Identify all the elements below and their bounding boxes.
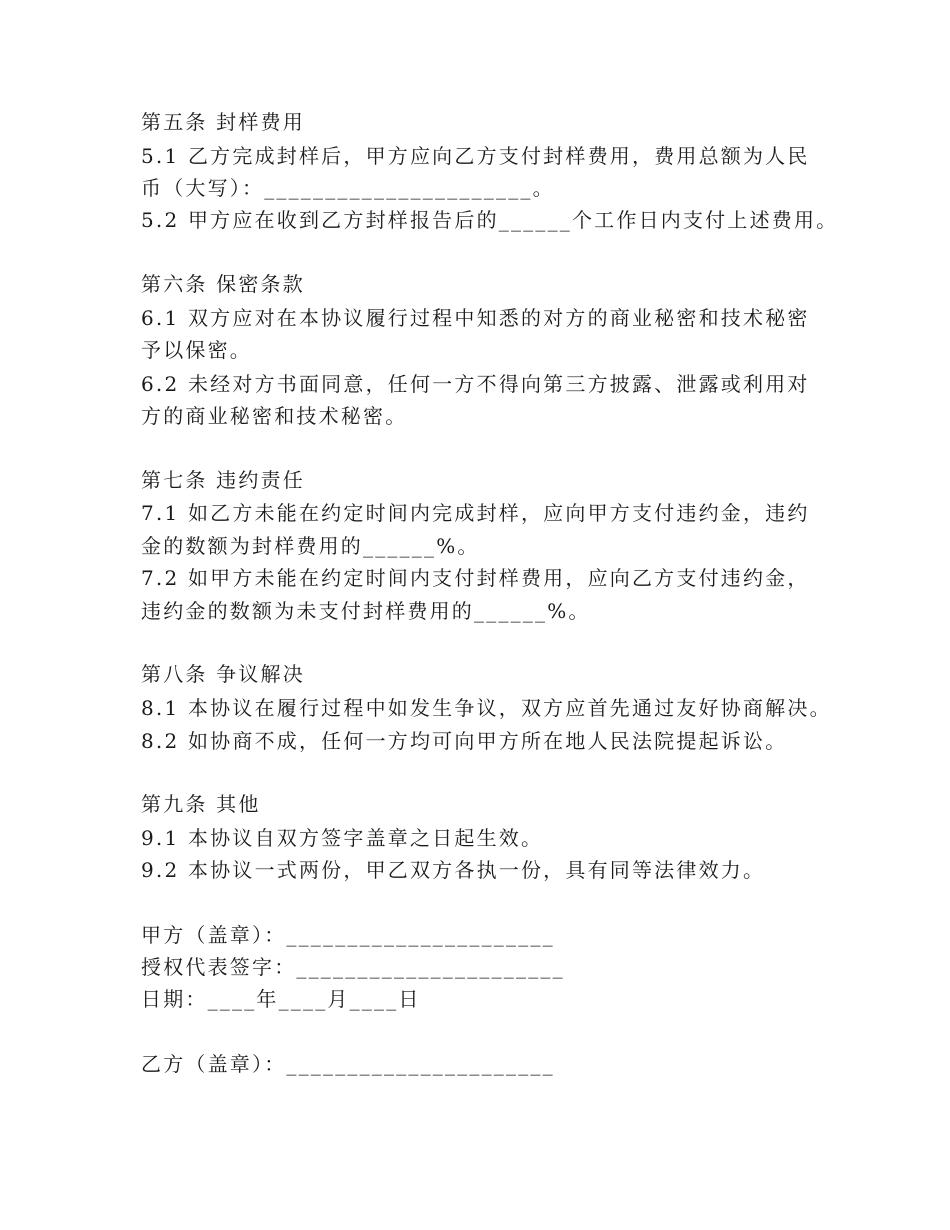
article-8-heading: 第八条 争议解决	[141, 662, 305, 686]
clause-9-1: 9.1 本协议自双方签字盖章之日起生效。	[141, 826, 544, 850]
authorized-signature-line: 授权代表签字：______________________	[141, 955, 565, 979]
clause-7-1-line-2: 金的数额为封样费用的______%。	[141, 534, 480, 558]
article-6-heading: 第六条 保密条款	[141, 272, 305, 296]
article-7-heading: 第七条 违约责任	[141, 468, 305, 492]
clause-7-2-line-2: 违约金的数额为未支付封样费用的______%。	[141, 599, 591, 623]
clause-7-1-line-1: 7.1 如乙方未能在约定时间内完成封样，应向甲方支付违约金，违约	[141, 501, 810, 525]
date-line: 日期：____年____月____日	[141, 987, 421, 1011]
clause-5-1-line-1: 5.1 乙方完成封样后，甲方应向乙方支付封样费用，费用总额为人民	[141, 144, 810, 168]
clause-6-2-line-2: 方的商业秘密和技术秘密。	[141, 404, 408, 428]
party-a-seal-line: 甲方（盖章）：______________________	[141, 923, 555, 947]
article-9-heading: 第九条 其他	[141, 792, 261, 816]
clause-5-2: 5.2 甲方应在收到乙方封样报告后的______个工作日内支付上述费用。	[141, 208, 839, 232]
clause-6-1-line-2: 予以保密。	[141, 338, 252, 362]
clause-5-1-line-2: 币（大写）：______________________。	[141, 176, 555, 200]
party-b-seal-line: 乙方（盖章）：______________________	[141, 1052, 555, 1076]
clause-8-2: 8.2 如协商不成，任何一方均可向甲方所在地人民法院提起诉讼。	[141, 729, 788, 753]
clause-6-2-line-1: 6.2 未经对方书面同意，任何一方不得向第三方披露、泄露或利用对	[141, 372, 810, 396]
clause-6-1-line-1: 6.1 双方应对在本协议履行过程中知悉的对方的商业秘密和技术秘密	[141, 306, 810, 330]
article-5-heading: 第五条 封样费用	[141, 110, 305, 134]
clause-7-2-line-1: 7.2 如甲方未能在约定时间内支付封样费用，应向乙方支付违约金，	[141, 566, 810, 590]
clause-9-2: 9.2 本协议一式两份，甲乙双方各执一份，具有同等法律效力。	[141, 858, 766, 882]
clause-8-1: 8.1 本协议在履行过程中如发生争议，双方应首先通过友好协商解决。	[141, 696, 832, 720]
